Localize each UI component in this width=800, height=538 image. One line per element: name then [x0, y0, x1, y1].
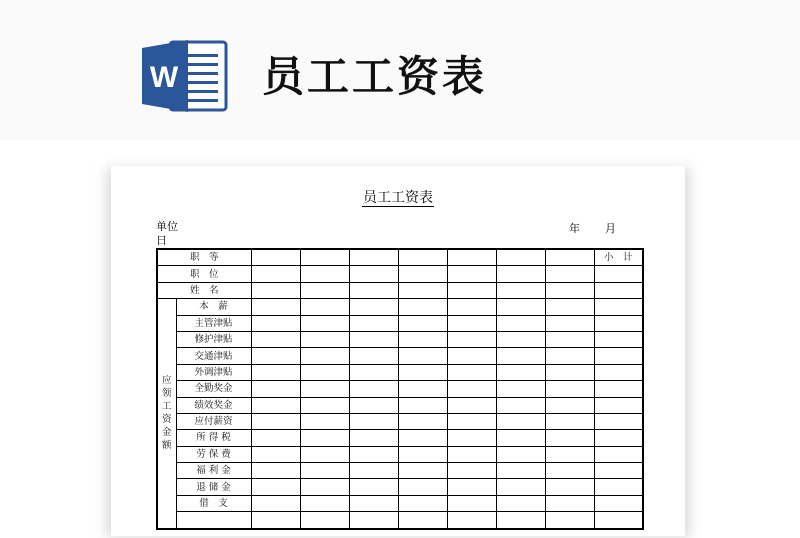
- table-cell[interactable]: [251, 479, 300, 495]
- table-cell[interactable]: [398, 266, 447, 282]
- table-cell[interactable]: [349, 512, 398, 529]
- table-cell[interactable]: [251, 430, 300, 446]
- table-cell[interactable]: [398, 381, 447, 397]
- table-cell[interactable]: [545, 249, 594, 266]
- table-row: [157, 348, 643, 364]
- table-cell[interactable]: [349, 266, 398, 282]
- table-cell[interactable]: [398, 364, 447, 380]
- table-row: [157, 463, 643, 479]
- table-cell[interactable]: [251, 266, 300, 282]
- table-cell[interactable]: [545, 397, 594, 413]
- table-cell[interactable]: [496, 463, 545, 479]
- table-cell[interactable]: [300, 348, 349, 364]
- table-cell[interactable]: [300, 413, 349, 429]
- table-cell[interactable]: [300, 282, 349, 298]
- table-cell[interactable]: [251, 348, 300, 364]
- table-cell[interactable]: [447, 348, 496, 364]
- page-title: 员工工资表: [262, 52, 488, 101]
- table-cell[interactable]: [545, 430, 594, 446]
- table-cell[interactable]: [398, 331, 447, 347]
- item-label: 全勤奖金: [176, 381, 251, 397]
- table-row: [157, 381, 643, 397]
- item-label: 本 薪: [176, 299, 251, 315]
- section-label-char: 额: [161, 440, 172, 452]
- table-cell[interactable]: [251, 381, 300, 397]
- unit-field: [156, 220, 180, 248]
- table-cell[interactable]: [349, 364, 398, 380]
- item-label: 绩效奖金: [176, 397, 251, 413]
- table-cell[interactable]: [545, 495, 594, 511]
- table-cell[interactable]: [447, 381, 496, 397]
- table-cell[interactable]: [496, 348, 545, 364]
- item-label: 外调津贴: [176, 364, 251, 380]
- item-label: 借 支: [176, 495, 251, 511]
- word-letter: W: [149, 61, 179, 94]
- table-cell[interactable]: [251, 299, 300, 315]
- table-cell[interactable]: [251, 446, 300, 462]
- subtotal-cell[interactable]: [594, 331, 643, 347]
- table-cell[interactable]: [545, 446, 594, 462]
- table-cell[interactable]: [398, 282, 447, 298]
- table-row: [157, 299, 643, 315]
- item-label: 退 储 金: [176, 479, 251, 495]
- unit-label-2: 日: [156, 234, 167, 247]
- table-cell[interactable]: [349, 315, 398, 331]
- subtotal-cell[interactable]: [594, 413, 643, 429]
- table-cell[interactable]: [349, 446, 398, 462]
- table-cell[interactable]: [496, 266, 545, 282]
- table-cell[interactable]: [545, 463, 594, 479]
- table-cell[interactable]: [447, 331, 496, 347]
- table-cell[interactable]: [300, 446, 349, 462]
- subtotal-cell[interactable]: [594, 282, 643, 298]
- table-cell[interactable]: [398, 249, 447, 266]
- table-row: [157, 512, 643, 529]
- table-cell[interactable]: [447, 463, 496, 479]
- table-cell[interactable]: [398, 348, 447, 364]
- section-label-char: 工: [161, 401, 172, 413]
- table-row: [157, 331, 643, 347]
- table-cell[interactable]: [300, 381, 349, 397]
- item-label: 应付薪资: [176, 413, 251, 429]
- table-cell[interactable]: [349, 495, 398, 511]
- table-cell[interactable]: [545, 331, 594, 347]
- table-cell[interactable]: [545, 282, 594, 298]
- word-document-icon: [140, 36, 232, 116]
- table-cell[interactable]: [398, 430, 447, 446]
- table-cell[interactable]: [300, 331, 349, 347]
- table-cell[interactable]: [447, 495, 496, 511]
- table-cell[interactable]: [398, 446, 447, 462]
- table-cell[interactable]: [398, 512, 447, 529]
- item-label: 所 得 税: [176, 430, 251, 446]
- unit-label: 单位: [156, 220, 178, 233]
- subtotal-cell[interactable]: [594, 348, 643, 364]
- table-cell[interactable]: [496, 282, 545, 298]
- subtotal-cell[interactable]: [594, 397, 643, 413]
- section-label: [157, 299, 176, 529]
- table-cell[interactable]: [496, 331, 545, 347]
- table-cell[interactable]: [545, 381, 594, 397]
- table-cell[interactable]: [251, 463, 300, 479]
- table-cell[interactable]: [496, 413, 545, 429]
- subtotal-cell[interactable]: [594, 430, 643, 446]
- table-cell[interactable]: [545, 364, 594, 380]
- table-cell[interactable]: [545, 348, 594, 364]
- subtotal-cell[interactable]: [594, 479, 643, 495]
- table-cell[interactable]: [447, 446, 496, 462]
- table-cell[interactable]: [300, 479, 349, 495]
- subtotal-cell[interactable]: [594, 495, 643, 511]
- table-cell[interactable]: [349, 282, 398, 298]
- table-row: [157, 479, 643, 495]
- item-label: 修护津贴: [176, 331, 251, 347]
- row-label: 姓 名: [157, 282, 251, 298]
- table-cell[interactable]: [300, 495, 349, 511]
- table-cell[interactable]: [447, 249, 496, 266]
- table-row: [157, 430, 643, 446]
- table-cell[interactable]: [398, 299, 447, 315]
- item-label: 劳 保 费: [176, 446, 251, 462]
- item-label: 主管津贴: [176, 315, 251, 331]
- table-row: [157, 446, 643, 462]
- year-label: 年: [569, 222, 580, 235]
- table-cell[interactable]: [349, 413, 398, 429]
- table-cell[interactable]: [349, 348, 398, 364]
- table-row: [157, 413, 643, 429]
- table-cell[interactable]: [545, 299, 594, 315]
- row-label: 职 等: [157, 249, 251, 266]
- section-label-char: 资: [161, 414, 172, 426]
- table-row: [157, 315, 643, 331]
- table-cell[interactable]: [300, 299, 349, 315]
- table-cell[interactable]: [447, 430, 496, 446]
- table-cell[interactable]: [398, 315, 447, 331]
- table-cell[interactable]: [447, 413, 496, 429]
- table-header-row: [157, 266, 643, 282]
- subtotal-header: 小 计: [594, 249, 643, 266]
- table-cell[interactable]: [545, 266, 594, 282]
- subtotal-cell[interactable]: [594, 364, 643, 380]
- table-cell[interactable]: [447, 315, 496, 331]
- document-title-text: 员工工资表: [363, 190, 433, 206]
- table-cell[interactable]: [349, 331, 398, 347]
- table-cell[interactable]: [300, 315, 349, 331]
- table-cell[interactable]: [496, 364, 545, 380]
- table-cell[interactable]: [496, 315, 545, 331]
- item-label: 福 利 金: [176, 463, 251, 479]
- table-cell[interactable]: [496, 397, 545, 413]
- table-cell[interactable]: [447, 512, 496, 529]
- table-cell[interactable]: [496, 495, 545, 511]
- table-cell[interactable]: [251, 364, 300, 380]
- table-cell[interactable]: [447, 397, 496, 413]
- table-cell[interactable]: [349, 381, 398, 397]
- document-title: [111, 187, 685, 207]
- subtotal-cell[interactable]: [594, 266, 643, 282]
- table-cell[interactable]: [496, 381, 545, 397]
- section-label-char: 金: [161, 427, 172, 439]
- table-cell[interactable]: [300, 266, 349, 282]
- table-cell[interactable]: [398, 397, 447, 413]
- subtotal-cell[interactable]: [594, 315, 643, 331]
- table-cell[interactable]: [251, 512, 300, 529]
- table-cell[interactable]: [251, 413, 300, 429]
- table-cell[interactable]: [496, 299, 545, 315]
- table-cell[interactable]: [447, 266, 496, 282]
- table-cell[interactable]: [447, 299, 496, 315]
- table-cell[interactable]: [398, 479, 447, 495]
- table-cell[interactable]: [545, 512, 594, 529]
- table-cell[interactable]: [251, 249, 300, 266]
- table-cell[interactable]: [349, 463, 398, 479]
- table-cell[interactable]: [300, 512, 349, 529]
- table-row: [157, 364, 643, 380]
- table-cell[interactable]: [251, 315, 300, 331]
- table-cell[interactable]: [349, 397, 398, 413]
- section-label-char: 领: [161, 388, 172, 400]
- item-label: [176, 512, 251, 529]
- table-cell[interactable]: [349, 479, 398, 495]
- table-row: [157, 495, 643, 511]
- table-header-row: [157, 282, 643, 298]
- table-cell[interactable]: [496, 446, 545, 462]
- table-cell[interactable]: [300, 463, 349, 479]
- subtotal-cell[interactable]: [594, 463, 643, 479]
- table-cell[interactable]: [251, 495, 300, 511]
- table-cell[interactable]: [447, 479, 496, 495]
- table-cell[interactable]: [300, 364, 349, 380]
- salary-table: [156, 248, 644, 530]
- table-cell[interactable]: [496, 249, 545, 266]
- table-cell[interactable]: [251, 282, 300, 298]
- table-cell[interactable]: [545, 413, 594, 429]
- subtotal-cell[interactable]: [594, 446, 643, 462]
- table-cell[interactable]: [398, 495, 447, 511]
- table-header-row: [157, 249, 643, 266]
- section-label-char: 应: [161, 375, 172, 387]
- table-cell[interactable]: [349, 249, 398, 266]
- subtotal-cell[interactable]: [594, 299, 643, 315]
- subtotal-cell[interactable]: [594, 512, 643, 529]
- table-cell[interactable]: [300, 249, 349, 266]
- month-label: 月: [605, 222, 616, 235]
- table-cell[interactable]: [300, 397, 349, 413]
- table-cell[interactable]: [447, 282, 496, 298]
- row-label: 职 位: [157, 266, 251, 282]
- table-row: [157, 397, 643, 413]
- item-label: 交通津贴: [176, 348, 251, 364]
- table-cell[interactable]: [349, 430, 398, 446]
- table-cell[interactable]: [496, 512, 545, 529]
- table-cell[interactable]: [398, 463, 447, 479]
- table-cell[interactable]: [447, 364, 496, 380]
- table-cell[interactable]: [496, 479, 545, 495]
- table-cell[interactable]: [545, 315, 594, 331]
- table-cell[interactable]: [251, 397, 300, 413]
- table-cell[interactable]: [496, 430, 545, 446]
- table-cell[interactable]: [545, 479, 594, 495]
- table-cell[interactable]: [398, 413, 447, 429]
- table-cell[interactable]: [349, 299, 398, 315]
- document-page: [111, 166, 685, 536]
- table-cell[interactable]: [251, 331, 300, 347]
- table-cell[interactable]: [300, 430, 349, 446]
- subtotal-cell[interactable]: [594, 381, 643, 397]
